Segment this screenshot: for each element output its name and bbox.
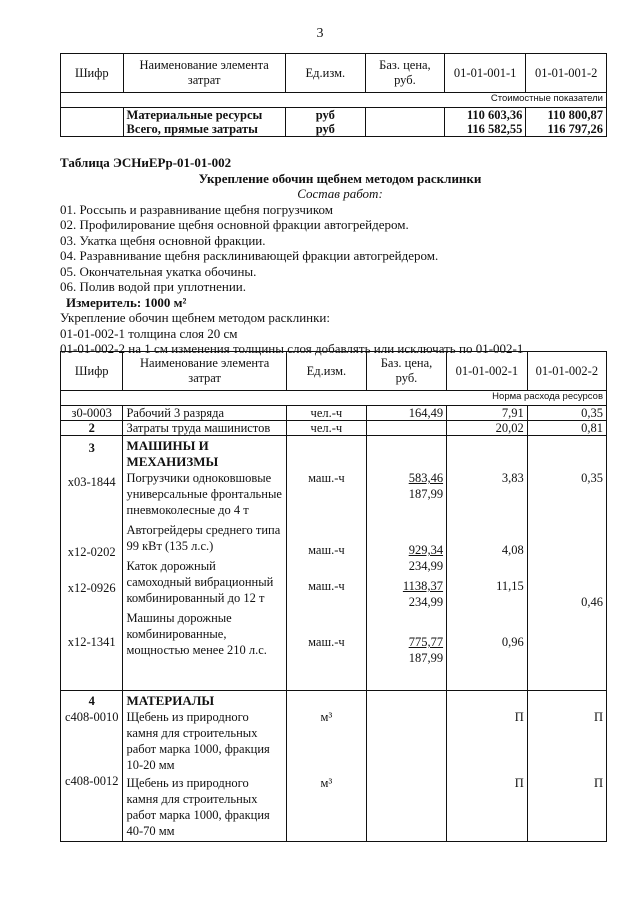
table-header-row	[61, 54, 607, 93]
work-item: 04. Разравнивание щебня расклинивающей фракции автогрейдером.	[60, 248, 439, 263]
row-code: с408-0010	[64, 710, 119, 724]
work-item: 03. Укатка щебня основной фракции.	[60, 232, 266, 248]
row-unit: м³	[320, 710, 333, 724]
row-value-1: 110 603,36	[444, 108, 525, 123]
cost-table	[60, 53, 607, 137]
header-col1: 01-01-002-1	[447, 352, 528, 391]
row-price: 583,46	[408, 471, 444, 485]
header-price: Баз. цена, руб.	[365, 54, 444, 93]
row-code: 2	[61, 421, 123, 436]
subheader-row	[61, 93, 607, 108]
row-code: с408-0012	[64, 774, 119, 788]
works-heading: Состав работ:	[297, 186, 383, 201]
row-value-1: 11,15	[496, 579, 524, 593]
table-row	[61, 421, 607, 436]
row-name: Машины дорожные комбинированные, мощностью менее 210 л.с.	[126, 611, 267, 657]
section-code: 3	[88, 441, 95, 455]
header-code: Шифр	[61, 352, 123, 391]
section-code: 4	[88, 694, 95, 708]
row-value-2: 0,35	[581, 471, 603, 485]
table-header-row	[61, 352, 607, 391]
row-value-1: 20,02	[447, 421, 528, 436]
row-value-2: 0,46	[581, 595, 603, 609]
row-name: Затраты труда машинистов	[123, 421, 286, 436]
row-value-1: 3,83	[501, 471, 524, 485]
meter: Измеритель: 1000 м²	[66, 294, 187, 310]
row-name: Щебень из природного камня для строительных работ марка 1000, фракция 10-20 мм	[126, 710, 270, 772]
row-name: Автогрейдеры среднего типа 99 кВт (135 л.с.)	[126, 523, 281, 553]
header-name: Наименование элемента затрат	[123, 352, 286, 391]
subheader-text: Норма расхода ресурсов	[61, 391, 607, 406]
row-name: Каток дорожный самоходный вибрационный комбинированный до 12 т	[126, 559, 274, 605]
row-unit: руб	[285, 122, 365, 137]
row-unit: чел.-ч	[286, 406, 366, 421]
row-price: 929,34	[408, 543, 444, 557]
work-item: 06. Полив водой при уплотнении.	[60, 279, 247, 294]
table-row	[61, 108, 607, 123]
row-code: х12-0926	[67, 581, 116, 595]
header-price: Баз. цена, руб.	[366, 352, 446, 391]
variant: 01-01-002-1 толщина слоя 20 см	[60, 325, 238, 341]
row-unit: м³	[320, 776, 333, 790]
row-unit: чел.-ч	[286, 421, 366, 436]
row-value-2: 0,81	[527, 421, 606, 436]
work-item: 02. Профилирование щебня основной фракции автогрейдером.	[60, 217, 409, 232]
page-number: 3	[316, 26, 324, 41]
row-code: х12-0202	[67, 545, 116, 559]
description: Укрепление обочин щебнем методом расклинки:	[60, 310, 330, 325]
row-value-2: П	[593, 776, 603, 790]
row-price: 1138,37	[402, 579, 444, 593]
row-value-1: 0,96	[501, 635, 524, 649]
header-col2: 01-01-002-2	[527, 352, 606, 391]
row-price: 775,77	[408, 635, 444, 649]
row-price-2: 187,99	[408, 487, 444, 501]
table-row	[61, 406, 607, 421]
row-name: Рабочий 3 разряда	[123, 406, 286, 421]
table-subtitle: Укрепление обочин щебнем методом расклинки	[198, 170, 482, 186]
row-unit: руб	[285, 108, 365, 123]
row-value-1: П	[514, 776, 524, 790]
row-code: х12-1341	[67, 635, 116, 649]
header-col1: 01-01-001-1	[444, 54, 525, 93]
row-unit: маш.-ч	[308, 635, 345, 649]
row-value-2: 110 800,87	[526, 108, 607, 123]
row-value-1: 4,08	[501, 543, 524, 557]
row-code: х03-1844	[67, 475, 116, 489]
row-name: Материальные ресурсы	[123, 108, 285, 123]
row-code: з0-0003	[61, 406, 123, 421]
row-value-2: 116 797,26	[526, 122, 607, 137]
text-block	[60, 155, 620, 357]
row-price-2: 234,99	[408, 595, 444, 609]
row-price-2: 234,99	[408, 559, 444, 573]
header-code: Шифр	[61, 54, 124, 93]
row-price-2: 187,99	[408, 651, 444, 665]
header-unit: Ед.изм.	[285, 54, 365, 93]
row-unit: маш.-ч	[308, 471, 345, 485]
row-value-1: 116 582,55	[444, 122, 525, 137]
variant: 01-01-002-2 на 1 см изменения толщины слоя добавлять или исключать по 01-002-1	[60, 341, 524, 356]
row-name: Всего, прямые затраты	[123, 122, 285, 137]
resources-table	[60, 351, 607, 842]
materials-section	[61, 691, 607, 842]
row-value-2: 0,35	[527, 406, 606, 421]
row-value-1: П	[514, 710, 524, 724]
row-unit: маш.-ч	[308, 543, 345, 557]
header-col2: 01-01-001-2	[526, 54, 607, 93]
table-title: Таблица ЭСНиЕРр-01-01-002	[60, 155, 232, 170]
row-price	[366, 421, 446, 436]
section-title: МАШИНЫ И МЕХАНИЗМЫ	[126, 438, 219, 469]
row-name: Погрузчики одноковшовые универсальные фронтальные пневмоколесные до 4 т	[126, 471, 282, 517]
subheader-text: Стоимостные показатели	[61, 93, 607, 108]
header-unit: Ед.изм.	[286, 352, 366, 391]
section-title: МАТЕРИАЛЫ	[126, 693, 215, 708]
machines-section	[61, 436, 607, 691]
row-unit: маш.-ч	[308, 579, 345, 593]
row-price: 164,49	[366, 406, 446, 421]
table-row	[61, 122, 607, 137]
row-value-1: 7,91	[447, 406, 528, 421]
work-item: 05. Окончательная укатка обочины.	[60, 263, 257, 279]
row-value-2: П	[593, 710, 603, 724]
row-name: Щебень из природного камня для строительных работ марка 1000, фракция 40-70 мм	[126, 776, 270, 838]
work-item: 01. Россыпь и разравнивание щебня погрузчиком	[60, 201, 333, 217]
subheader-row	[61, 391, 607, 406]
header-name: Наименование элемента затрат	[123, 54, 285, 93]
